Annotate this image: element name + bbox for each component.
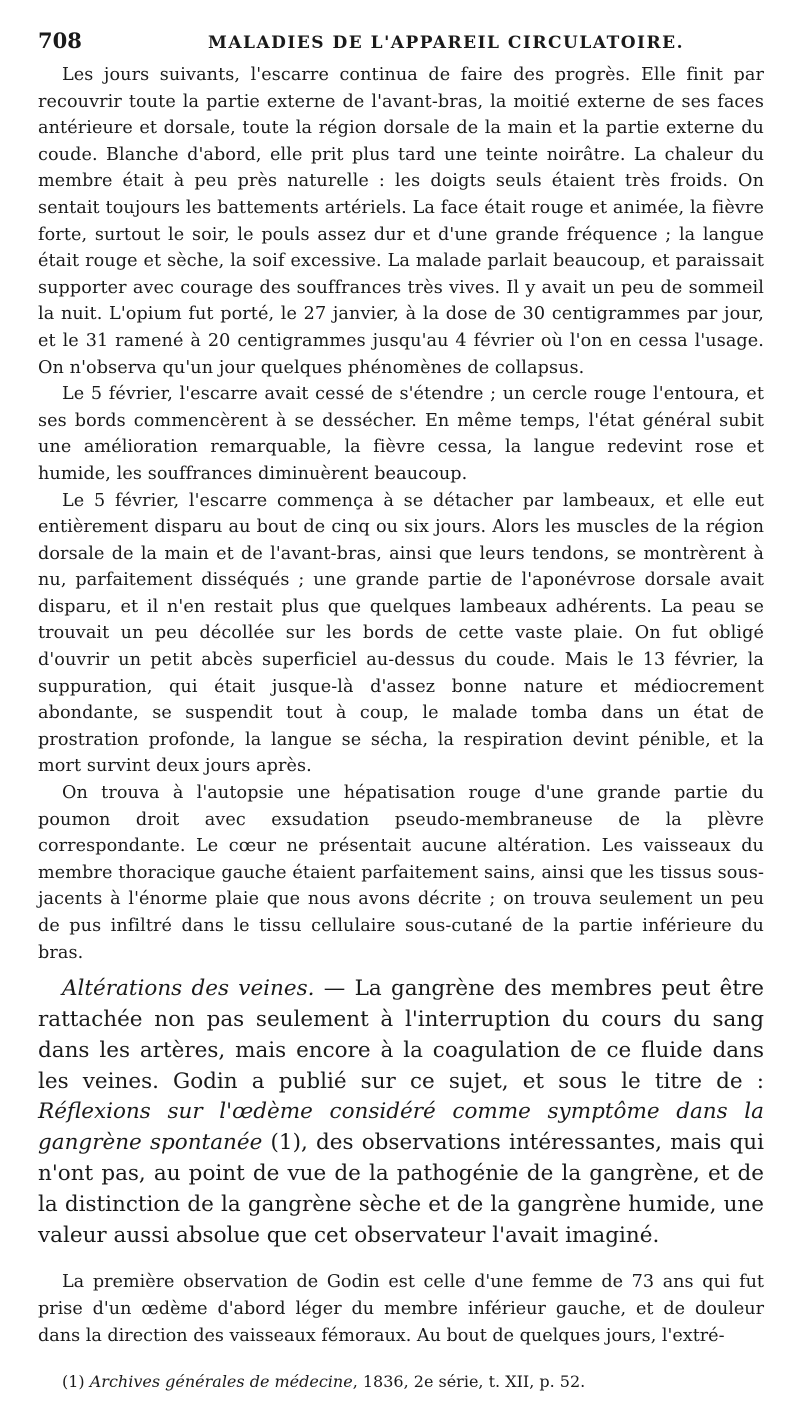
footnote-source: Archives générales de médecine <box>89 1372 353 1392</box>
section-veins <box>38 974 764 1251</box>
page-header <box>38 28 764 62</box>
paragraph-2: Le 5 février, l'escarre avait cessé de s'étendre ; un cercle rouge l'entoura, et ses bords commencèrent à se dessécher. En même temps, l'état général subit une amélioration remarquable, la fièvre cessa, la langue redevint rose et humide, les souffrances diminuèrent beaucoup. <box>38 384 764 484</box>
section-text-1: La gangrène des membres peut être rattachée non pas seulement à l'interruption du cours du sang dans les artères, mais encore à la coagulation de ce fluide dans les veines. Godin a publié sur ce sujet, et sous le titre de : <box>38 976 765 1094</box>
paragraph-4: On trouva à l'autopsie une hépatisation rouge d'une grande partie du poumon droit avec exsudation pseudo-membraneuse de la plèvre correspondante. Le cœur ne présentait aucune altération. Les vaisseaux du membre thoracique gauche étaient parfaitement sains, ainsi que les tissus sous-jacents à l'énorme plaie que nous avons décrite ; on trouva seulement un peu de pus infiltré dans le tissu cellulaire sous-cutané de la partie inférieure du bras. <box>38 783 764 963</box>
godin-observation <box>38 1269 764 1349</box>
footnote-details: , 1836, 2e série, t. XII, p. 52. <box>352 1372 586 1392</box>
paragraph-3: Le 5 février, l'escarre commença à se détacher par lambeaux, et elle eut entièrement disparu au bout de cinq ou six jours. Alors les muscles de la région dorsale de la main et de l'avant-bras, ainsi que leurs tendons, se montrèrent à nu, parfaitement disséqués ; une grande partie de l'aponévrose dorsale avait disparu, et il n'en restait plus que quelques lambeaux adhérents. La peau se trouvait un peu décollée sur les bords de cette vaste plaie. On fut obligé d'ouvrir un petit abcès superficiel au-dessus du coude. Mais le 13 février, la suppuration, qui était jusque-là d'assez bonne nature et médiocrement abondante, se suspendit tout à coup, le malade tomba dans un état de prostration profonde, la langue se sécha, la respiration devint pénible, et la mort survint deux jours après. <box>38 490 764 777</box>
section-heading: Altérations des veines. <box>62 976 315 1002</box>
page-number: 708 <box>38 28 82 53</box>
observation-text <box>38 62 764 966</box>
footnote-marker: (1) <box>62 1372 90 1392</box>
cited-title: Réflexions sur l'œdème considéré comme symptôme dans la gangrène spontanée <box>38 1099 764 1156</box>
paragraph-1: Les jours suivants, l'escarre continua de faire des progrès. Elle finit par recouvrir toute la partie externe de l'avant-bras, la moitié externe de ses faces antérieure et dorsale, toute la région dorsale de la main et la partie externe du coude. Blanche d'abord, elle prit plus tard une teinte noirâtre. La chaleur du membre était à peu près naturelle : les doigts seuls étaient très froids. On sentait toujours les battements artériels. La face était rouge et animée, la fièvre forte, surtout le soir, le pouls assez dur et d'une grande fréquence ; la langue était rouge et sèche, la soif excessive. La malade parlait beaucoup, et paraissait supporter avec courage des souffrances très vives. Il y avait un peu de sommeil la nuit. L'opium fut porté, le 27 janvier, à la dose de 30 centigrammes par jour, et le 31 ramené à 20 centigrammes jusqu'au 4 février où l'on en cessa l'usage. On n'observa qu'un jour quelques phénomènes de collapsus. <box>38 65 764 378</box>
section-text-2: (1), des observations intéressantes, mais qui n'ont pas, au point de vue de la pathogénie de la gangrène, et de la distinction de la gangrène sèche et de la gangrène humide, une valeur aussi absolue que cet observateur l'avait imaginé. <box>38 1130 765 1248</box>
section-paragraph <box>38 974 764 1251</box>
closing-paragraph: La première observation de Godin est celle d'une femme de 73 ans qui fut prise d'un œdème d'abord léger du membre inférieur gauche, et de douleur dans la direction des vaisseaux fémoraux. Au bout de quelques jours, l'extré- <box>38 1272 764 1346</box>
footnote <box>38 1371 764 1393</box>
running-head: MALADIES DE L'APPAREIL CIRCULATOIRE. <box>208 33 684 53</box>
section-dash: — <box>314 976 355 1002</box>
